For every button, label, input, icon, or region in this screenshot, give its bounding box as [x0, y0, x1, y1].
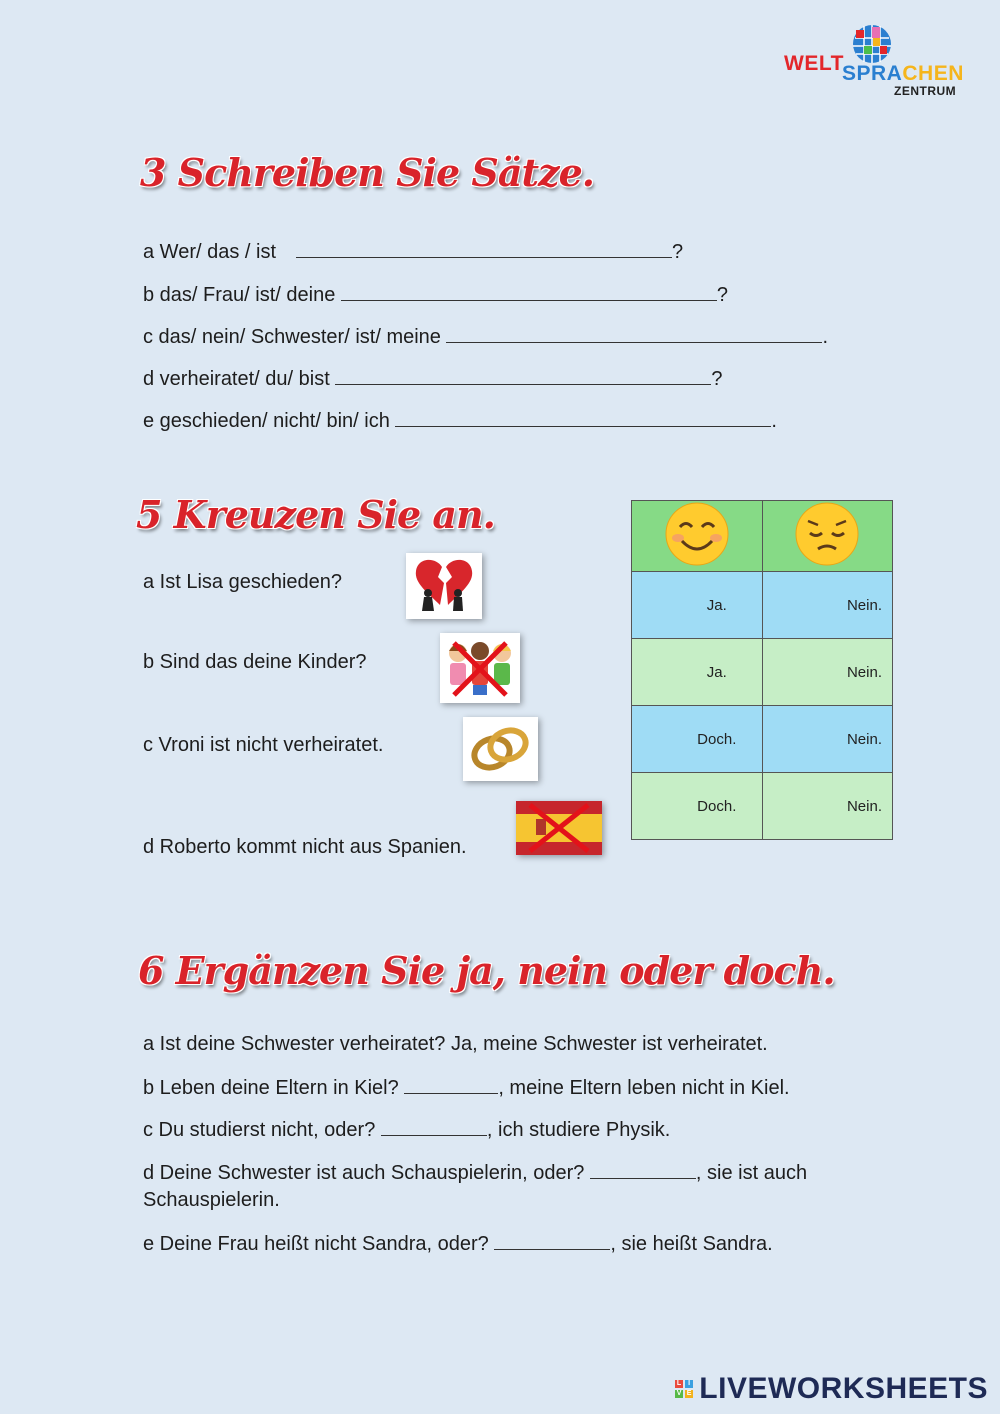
children-crossed-out-image: [440, 633, 520, 703]
answer-option-left[interactable]: Doch.: [632, 773, 763, 840]
exercise6-item-a: a Ist deine Schwester verheiratet? Ja, meine Schwester ist verheiratet.: [143, 1033, 768, 1055]
weltsprachen-logo: [782, 24, 972, 102]
exercise3-item-a: a Wer/ das / ist ?: [143, 241, 684, 263]
answer-blank[interactable]: [446, 324, 822, 343]
section3-heading: 3 Schreiben Sie Sätze.: [140, 150, 595, 195]
answer-option-right[interactable]: Nein.: [762, 639, 892, 706]
table-row: [632, 706, 893, 773]
liveworksheets-logo-icon: L I V E: [676, 1380, 692, 1397]
exercise5-item-c: c Vroni ist nicht verheiratet.: [143, 734, 384, 756]
answer-option-right[interactable]: Nein.: [762, 706, 892, 773]
smiling-face-icon: [662, 501, 732, 567]
exercise3-item-b: b das/ Frau/ ist/ deine ?: [143, 284, 729, 306]
table-header-happy: [632, 501, 763, 572]
globe-icon: [850, 24, 894, 64]
exercise6-item-b: b Leben deine Eltern in Kiel? , meine Eltern leben nicht in Kiel.: [143, 1077, 790, 1099]
answer-option-left[interactable]: Ja.: [632, 639, 763, 706]
table-row: [632, 773, 893, 840]
table-row: [632, 572, 893, 639]
exercise6-item-d: d Deine Schwester ist auch Schauspielerin, oder? , sie ist auch: [143, 1162, 808, 1184]
exercise6-item-e: e Deine Frau heißt nicht Sandra, oder? , sie heißt Sandra.: [143, 1233, 773, 1255]
exercise5-item-b: b Sind das deine Kinder?: [143, 651, 367, 673]
spain-flag-crossed-out-image: [516, 801, 602, 855]
logo-word-welt: WELT: [784, 52, 844, 75]
answer-blank[interactable]: [404, 1075, 498, 1094]
exercise3-item-e: e geschieden/ nicht/ bin/ ich .: [143, 410, 777, 432]
exercise5-item-a: a Ist Lisa geschieden?: [143, 571, 343, 593]
answer-blank[interactable]: [335, 366, 711, 385]
exercise6-item-c: c Du studierst nicht, oder? , ich studiere Physik.: [143, 1119, 671, 1141]
answer-blank[interactable]: [341, 282, 717, 301]
liveworksheets-footer: [675, 1372, 988, 1406]
exercise5-item-d: d Roberto kommt nicht aus Spanien.: [143, 836, 467, 858]
exercise6-item-d-continued: Schauspielerin.: [143, 1189, 280, 1211]
exercise3-item-c: c das/ nein/ Schwester/ ist/ meine .: [143, 326, 829, 348]
answer-option-right[interactable]: Nein.: [762, 572, 892, 639]
logo-word-sprachen: SPRACHEN: [842, 62, 964, 85]
answer-blank[interactable]: [381, 1117, 487, 1136]
footer-brand: LIVEWORKSHEETS: [699, 1372, 988, 1405]
answer-option-right[interactable]: Nein.: [762, 773, 892, 840]
section6-heading: 6 Ergänzen Sie ja, nein oder doch.: [138, 948, 835, 993]
sad-face-icon: [792, 501, 862, 567]
answer-blank[interactable]: [590, 1160, 696, 1179]
broken-heart-couple-image: [406, 553, 482, 619]
table-row: [632, 639, 893, 706]
exercise3-item-d: d verheiratet/ du/ bist ?: [143, 368, 723, 390]
logo-word-zentrum: ZENTRUM: [894, 84, 957, 98]
answer-blank[interactable]: [296, 239, 672, 258]
answer-option-left[interactable]: Doch.: [632, 706, 763, 773]
table-header-sad: [762, 501, 892, 572]
section5-heading: 5 Kreuzen Sie an.: [136, 492, 495, 537]
answer-table: [631, 500, 893, 840]
wedding-rings-image: [463, 717, 538, 781]
answer-blank[interactable]: [494, 1231, 610, 1250]
answer-blank[interactable]: [395, 408, 771, 427]
answer-option-left[interactable]: Ja.: [632, 572, 763, 639]
